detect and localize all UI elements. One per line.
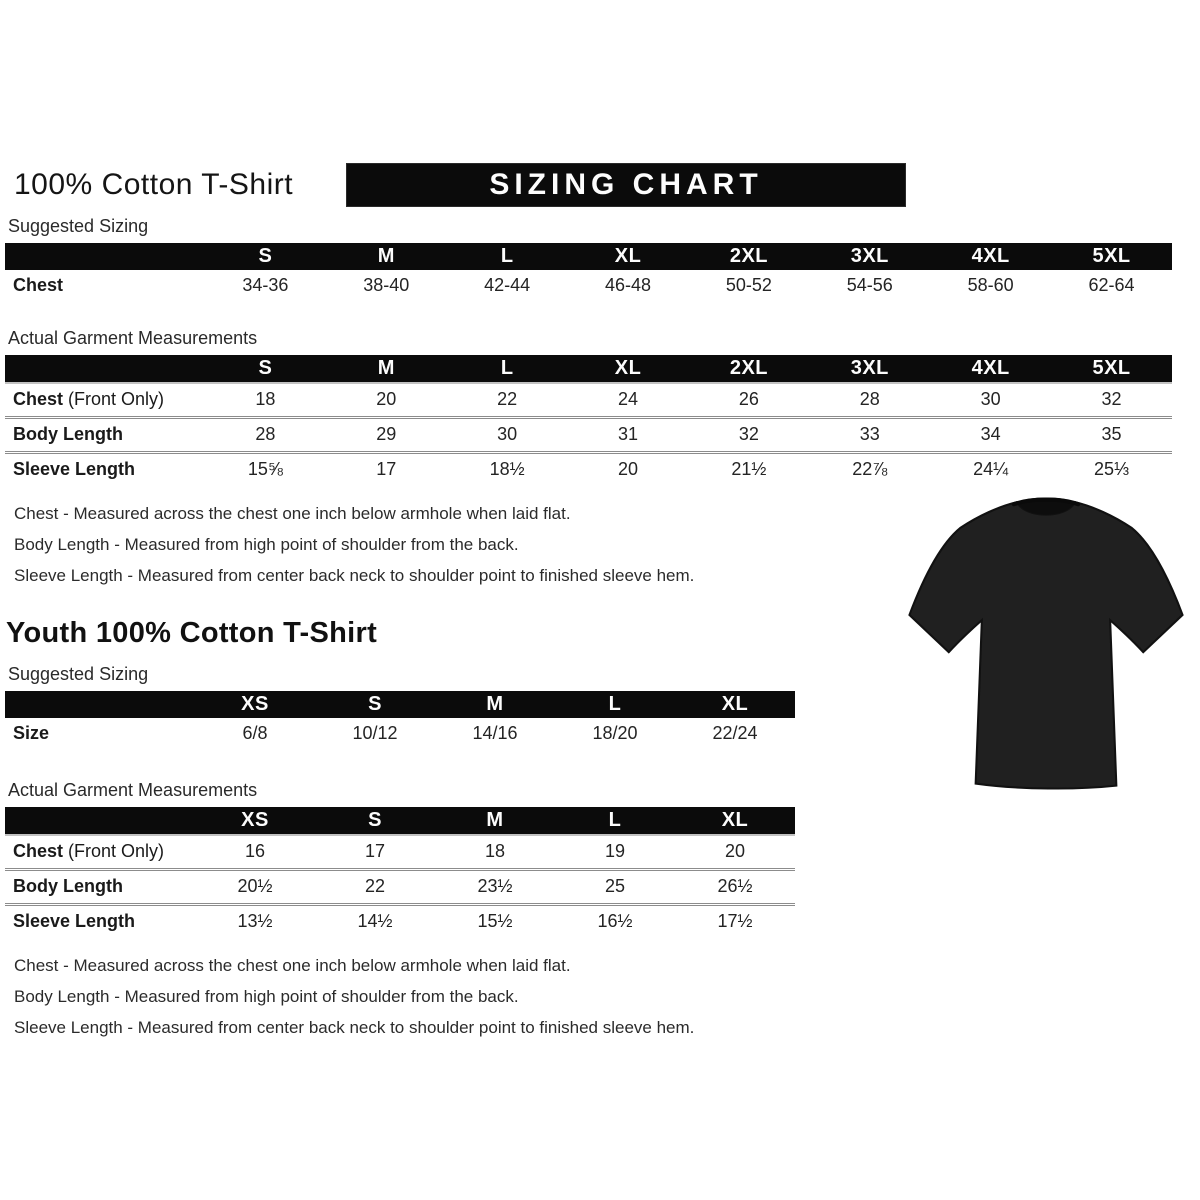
cell: 24¼	[973, 459, 1009, 479]
cell: 30	[497, 424, 518, 444]
header-spacer	[5, 691, 195, 718]
cell: 19	[604, 841, 626, 861]
col-header-4xl: 4XL	[930, 355, 1051, 383]
youth-actual-measurements-table	[5, 807, 795, 938]
cell-size-xl: 22/24	[712, 723, 758, 743]
col-header-l: L	[447, 355, 568, 383]
cell: 21½	[731, 459, 767, 479]
col-header-m: M	[435, 691, 555, 718]
cell: 29	[376, 424, 397, 444]
table-row-chest	[5, 383, 1172, 418]
row-label-text: Body Length	[13, 424, 123, 444]
adult-actual-measurements-table	[5, 355, 1172, 486]
cell: 15⅝	[247, 459, 283, 479]
cell: 17½	[717, 911, 753, 931]
cell: 26	[738, 389, 759, 409]
cell: 17	[376, 459, 397, 479]
col-header-2xl: 2XL	[689, 355, 810, 383]
cell: 18	[484, 841, 506, 861]
note-body-length: Body Length - Measured from high point of shoulder from the back.	[14, 987, 519, 1006]
row-label-body-length	[5, 418, 205, 453]
cell: 17	[364, 841, 386, 861]
cell: 30	[980, 389, 1001, 409]
table-row-chest	[5, 835, 795, 870]
col-header-l: L	[447, 243, 568, 270]
table-row-body-length	[5, 418, 1172, 453]
page-header	[14, 164, 1200, 206]
cell-chest-2xl: 50-52	[725, 275, 772, 295]
row-label-text: Body Length	[13, 876, 123, 896]
cell: 13½	[237, 911, 273, 931]
youth-measurement-notes	[14, 950, 1200, 1043]
col-header-s: S	[315, 691, 435, 718]
col-header-xs: XS	[195, 807, 315, 835]
row-label-text: Sleeve Length	[13, 911, 136, 931]
cell: 22⅞	[852, 459, 888, 479]
cell-size-m: 14/16	[472, 723, 518, 743]
cell-size-l: 18/20	[592, 723, 638, 743]
header-spacer	[5, 807, 195, 835]
cell-chest-s: 34-36	[242, 275, 289, 295]
cell: 22	[497, 389, 518, 409]
cell: 20½	[237, 876, 273, 896]
cell: 31	[618, 424, 639, 444]
cell: 20	[724, 841, 746, 861]
note-chest: Chest - Measured across the chest one inch below armhole when laid flat.	[14, 956, 571, 975]
youth-suggested-sizing-table	[5, 691, 795, 750]
cell: 26½	[717, 876, 753, 896]
youth-page-title: Youth 100% Cotton T-Shirt	[6, 617, 378, 649]
cell-chest-4xl: 58-60	[967, 275, 1014, 295]
col-header-xl: XL	[568, 355, 689, 383]
col-header-m: M	[326, 355, 447, 383]
col-header-xl: XL	[675, 691, 795, 718]
cell-size-s: 10/12	[352, 723, 398, 743]
sizing-chart-banner	[347, 164, 905, 206]
youth-suggested-sizing-label: Suggested Sizing	[8, 664, 149, 684]
col-header-l: L	[555, 807, 675, 835]
black-tshirt-image	[896, 476, 1196, 818]
cell: 28	[255, 424, 276, 444]
col-header-m: M	[435, 807, 555, 835]
cell: 25	[604, 876, 626, 896]
note-body-length: Body Length - Measured from high point of shoulder from the back.	[14, 535, 519, 554]
table-row-chest	[5, 270, 1172, 302]
tshirt-icon	[896, 476, 1196, 818]
cell-chest-l: 42-44	[484, 275, 531, 295]
col-header-3xl: 3XL	[809, 355, 930, 383]
adult-suggested-sizing-label: Suggested Sizing	[8, 216, 149, 236]
row-label-text: Chest	[13, 275, 64, 295]
cell: 22	[364, 876, 386, 896]
sizing-chart-banner-label: SIZING CHART	[489, 168, 763, 201]
youth-actual-measurements-label: Actual Garment Measurements	[8, 780, 258, 800]
cell: 28	[859, 389, 880, 409]
cell-size-xs: 6/8	[242, 723, 268, 743]
cell: 24	[618, 389, 639, 409]
cell: 32	[738, 424, 759, 444]
col-header-4xl: 4XL	[930, 243, 1051, 270]
header-spacer	[5, 355, 205, 383]
col-header-2xl: 2XL	[689, 243, 810, 270]
table-row-sleeve-length	[5, 905, 795, 939]
table-header-row	[5, 355, 1172, 383]
cell: 34	[980, 424, 1001, 444]
cell: 20	[376, 389, 397, 409]
table-header-row	[5, 691, 795, 718]
cell: 33	[859, 424, 880, 444]
cell: 20	[618, 459, 639, 479]
col-header-3xl: 3XL	[809, 243, 930, 270]
table-header-row	[5, 807, 795, 835]
cell: 25⅓	[1094, 459, 1130, 479]
row-label-sleeve-length	[5, 453, 205, 487]
cell: 14½	[357, 911, 393, 931]
row-label-sleeve-length	[5, 905, 195, 939]
col-header-xl: XL	[675, 807, 795, 835]
cell: 18	[255, 389, 276, 409]
col-header-l: L	[555, 691, 675, 718]
page-title: 100% Cotton T-Shirt	[14, 168, 294, 201]
cell: 16	[244, 841, 266, 861]
col-header-xs: XS	[195, 691, 315, 718]
cell: 23½	[477, 876, 513, 896]
table-row-body-length	[5, 870, 795, 905]
col-header-5xl: 5XL	[1051, 243, 1172, 270]
row-label-text: Sleeve Length	[13, 459, 136, 479]
note-chest: Chest - Measured across the chest one inch below armhole when laid flat.	[14, 504, 571, 523]
row-label-chest-front-only	[5, 383, 205, 418]
row-label-suffix: (Front Only)	[63, 389, 165, 409]
col-header-m: M	[326, 243, 447, 270]
cell: 15½	[477, 911, 513, 931]
note-sleeve-length: Sleeve Length - Measured from center back neck to shoulder point to finished sleeve hem.	[14, 566, 695, 585]
cell: 18½	[489, 459, 525, 479]
row-label-text: Chest	[13, 841, 64, 861]
row-label-size	[5, 718, 195, 750]
adult-suggested-sizing-table	[5, 243, 1172, 302]
col-header-s: S	[205, 355, 326, 383]
table-row-size	[5, 718, 795, 750]
cell: 32	[1101, 389, 1122, 409]
row-label-chest-front-only	[5, 835, 195, 870]
col-header-5xl: 5XL	[1051, 355, 1172, 383]
cell-chest-5xl: 62-64	[1088, 275, 1135, 295]
row-label-body-length	[5, 870, 195, 905]
cell-chest-m: 38-40	[363, 275, 410, 295]
header-spacer	[5, 243, 205, 270]
col-header-xl: XL	[568, 243, 689, 270]
row-label-text: Size	[13, 723, 50, 743]
col-header-s: S	[205, 243, 326, 270]
cell-chest-3xl: 54-56	[846, 275, 893, 295]
cell: 35	[1101, 424, 1122, 444]
note-sleeve-length: Sleeve Length - Measured from center back neck to shoulder point to finished sleeve hem.	[14, 1018, 695, 1037]
cell: 16½	[597, 911, 633, 931]
table-header-row	[5, 243, 1172, 270]
adult-actual-measurements-label: Actual Garment Measurements	[8, 328, 258, 348]
row-label-text: Chest	[13, 389, 64, 409]
row-label-chest	[5, 270, 205, 302]
row-label-suffix: (Front Only)	[63, 841, 165, 861]
col-header-s: S	[315, 807, 435, 835]
cell-chest-xl: 46-48	[605, 275, 652, 295]
